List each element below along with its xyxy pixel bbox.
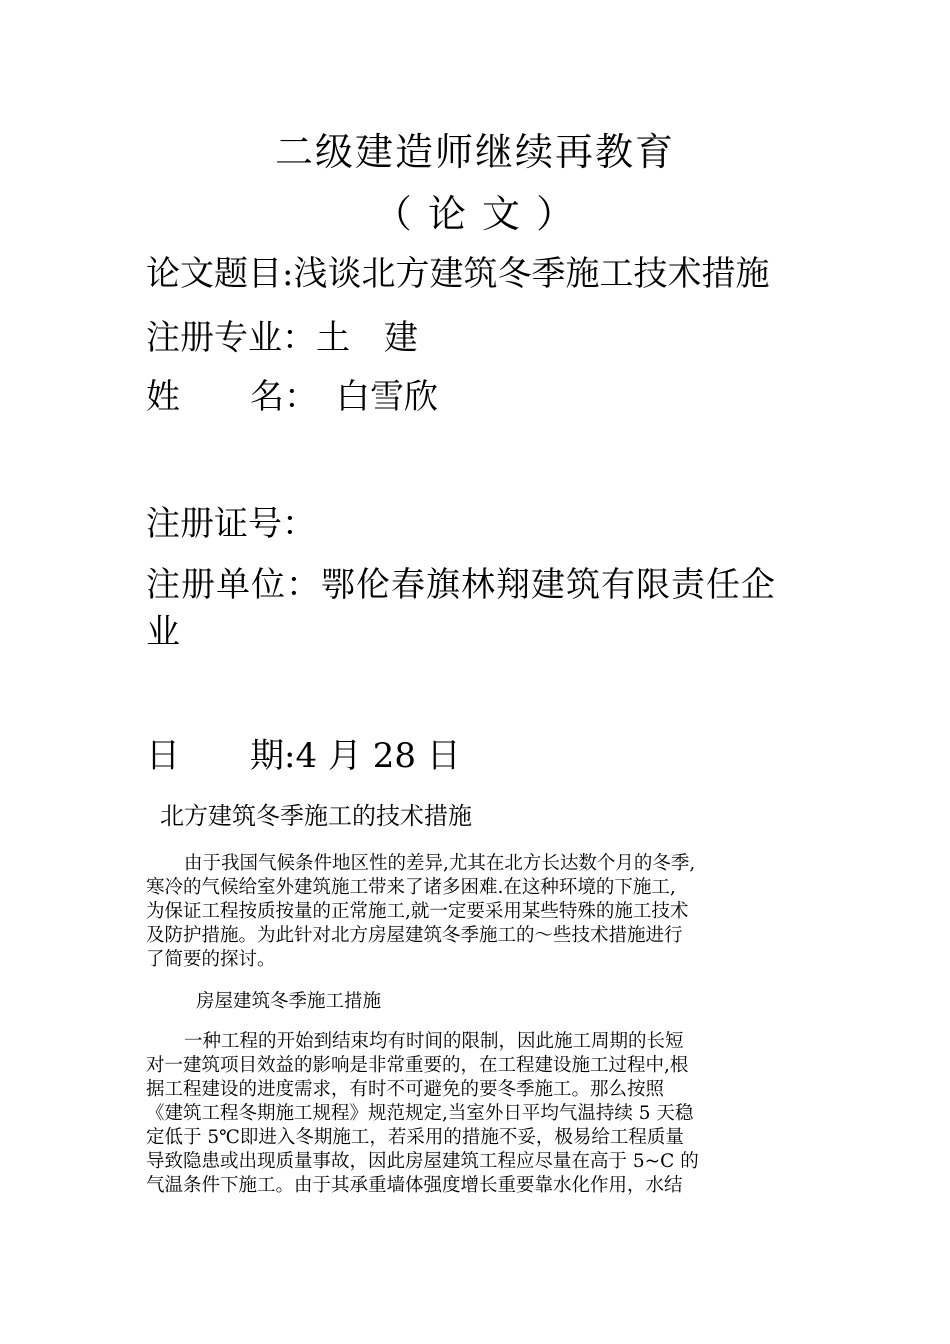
name-value: 白雪欣 <box>336 377 438 417</box>
article-heading: 北方建筑冬季施工的技术措施 <box>160 802 472 830</box>
cert-no-label: 注册证号： <box>146 504 316 544</box>
cover-title: 二级建造师继续再教育 <box>274 130 675 174</box>
paragraph-line: 《建筑工程冬期施工规程》规范规定,当室外日平均气温持续 5 天稳 <box>146 1103 694 1124</box>
section-subheading: 房屋建筑冬季施工措施 <box>196 991 382 1012</box>
cert-no-field <box>146 502 316 546</box>
name-label-second: 名： <box>250 377 318 417</box>
major-field <box>146 316 418 360</box>
paragraph-line: 寒冷的气候给室外建筑施工带来了诸多困难.在这种环境的下施工, <box>146 877 676 898</box>
date-label-first: 日 <box>146 736 180 776</box>
date-value: 4 月 28 日 <box>295 736 461 776</box>
unit-label: 注册单位： <box>146 565 321 605</box>
major-label: 注册专业： <box>146 318 316 358</box>
date-field <box>146 734 461 778</box>
unit-value-line2: 业 <box>146 612 180 652</box>
paragraph-line: 导致隐患或出现质量事故，因此房屋建筑工程应尽量在高于 5~C 的 <box>146 1151 699 1172</box>
major-value: 土 建 <box>316 318 418 358</box>
name-field <box>146 375 438 419</box>
intro-paragraph <box>146 852 806 972</box>
paragraph-line: 定低于 5℃即进入冬期施工，若采用的措施不妥，极易给工程质量 <box>146 1127 684 1148</box>
thesis-title-value: 浅谈北方建筑冬季施工技术措施 <box>293 254 770 294</box>
thesis-title-field <box>146 252 769 296</box>
paragraph-line: 及防护措施。为此针对北方房屋建筑冬季施工的～些技术措施进行 <box>146 925 683 946</box>
name-label-first: 姓 <box>146 377 180 417</box>
paragraph-line: 气温条件下施工。由于其承重墙体强度增长重要靠水化作用，水结 <box>146 1175 683 1196</box>
paragraph-line: 由于我国气候条件地区性的差异,尤其在北方长达数个月的冬季, <box>184 853 696 874</box>
section-paragraph <box>146 1030 806 1198</box>
paragraph-line: 了简要的探讨。 <box>146 949 276 970</box>
unit-field <box>146 563 776 607</box>
date-label-second: 期: <box>250 736 296 776</box>
paragraph-line: 一种工程的开始到结束均有时间的限制，因此施工周期的长短 <box>184 1031 684 1052</box>
paragraph-line: 据工程建设的进度需求，有时不可避免的要冬季施工。那么按照 <box>146 1079 665 1100</box>
thesis-title-label: 论文题目: <box>146 254 294 294</box>
paragraph-line: 为保证工程按质按量的正常施工,就一定要采用某些特殊的施工技术 <box>146 901 689 922</box>
cover-subtitle: （ 论 文 ） <box>373 192 577 236</box>
unit-value-line1: 鄂伦春旗林翔建筑有限责任企 <box>321 565 776 605</box>
paragraph-line: 对一建筑项目效益的影响是非常重要的，在工程建设施工过程中,根 <box>146 1055 689 1076</box>
